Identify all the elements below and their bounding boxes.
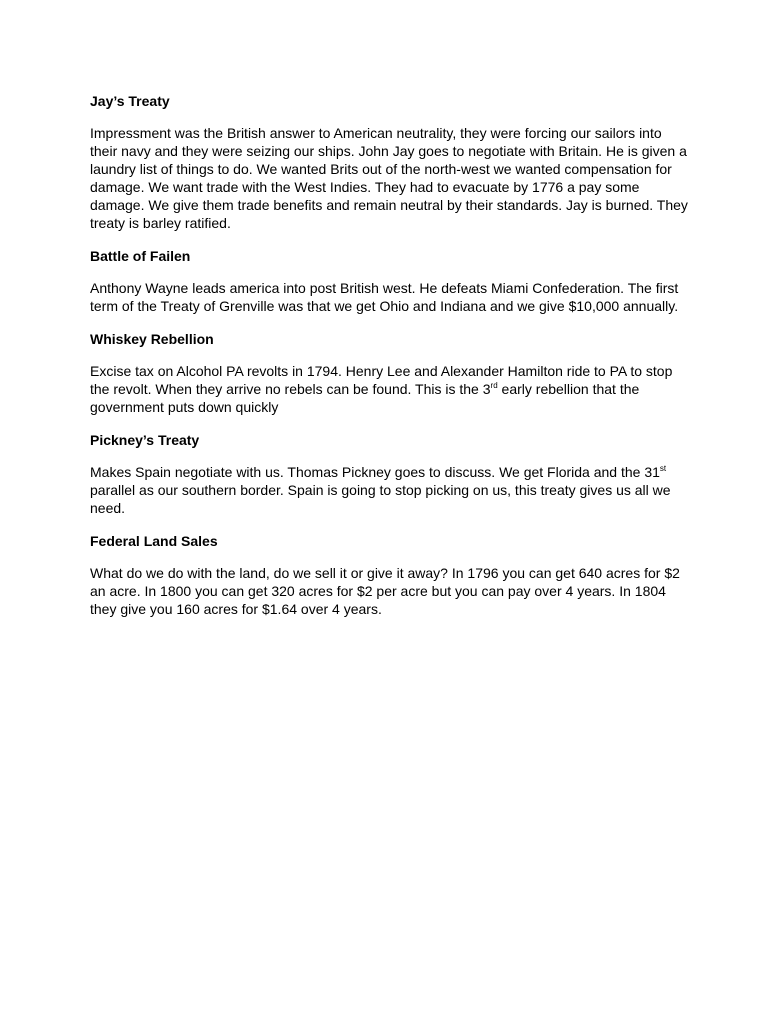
document-page	[90, 92, 690, 633]
section-jays-treaty	[90, 92, 690, 232]
section-heading: Whiskey Rebellion	[90, 331, 214, 347]
section-heading: Pickney’s Treaty	[90, 432, 200, 448]
paragraph-text: Makes Spain negotiate with us. Thomas Pickney goes to discuss. We get Florida and the 31	[90, 464, 660, 480]
section-paragraph: Impressment was the British answer to American neutrality, they were forcing our sailors into their navy and they were seizing our ships. John Jay goes to negotiate with Britain. He is given a laundry list of things to do. We wanted Brits out of the north-west we wanted compensation for damage. We want trade with the West Indies. They had to evacuate by 1776 a pay some damage. We give them trade benefits and remain neutral by their standards. Jay is burned. They treaty is barley ratified.	[90, 125, 688, 231]
paragraph-text: parallel as our southern border. Spain is going to stop picking on us, this treaty gives us all we need.	[90, 482, 671, 516]
section-whiskey-rebellion	[90, 330, 690, 416]
section-pickneys-treaty	[90, 431, 690, 517]
paragraph-text: early rebellion that the government puts down quickly	[90, 381, 640, 415]
section-paragraph: Anthony Wayne leads america into post British west. He defeats Miami Confederation. The first term of the Treaty of Grenville was that we get Ohio and Indiana and we give $10,000 annually.	[90, 280, 679, 314]
paragraph-text: Excise tax on Alcohol PA revolts in 1794. Henry Lee and Alexander Hamilton ride to PA to stop the revolt. When they arrive no rebels can be found. This is the 3	[90, 363, 673, 397]
section-paragraph	[90, 362, 690, 416]
section-heading: Federal Land Sales	[90, 533, 218, 549]
section-federal-land-sales	[90, 532, 690, 618]
section-paragraph	[90, 463, 690, 517]
ordinal-suffix: rd	[490, 381, 498, 390]
section-battle-of-failen	[90, 247, 690, 315]
ordinal-suffix: st	[659, 464, 667, 473]
section-paragraph: What do we do with the land, do we sell it or give it away? In 1796 you can get 640 acres for $2 an acre. In 1800 you can get 320 acres for $2 per acre but you can pay over 4 years. In 1804 they give you 160 acres for $1.64 over 4 years.	[90, 565, 680, 617]
section-heading: Battle of Failen	[90, 248, 191, 264]
section-heading: Jay’s Treaty	[90, 93, 170, 109]
